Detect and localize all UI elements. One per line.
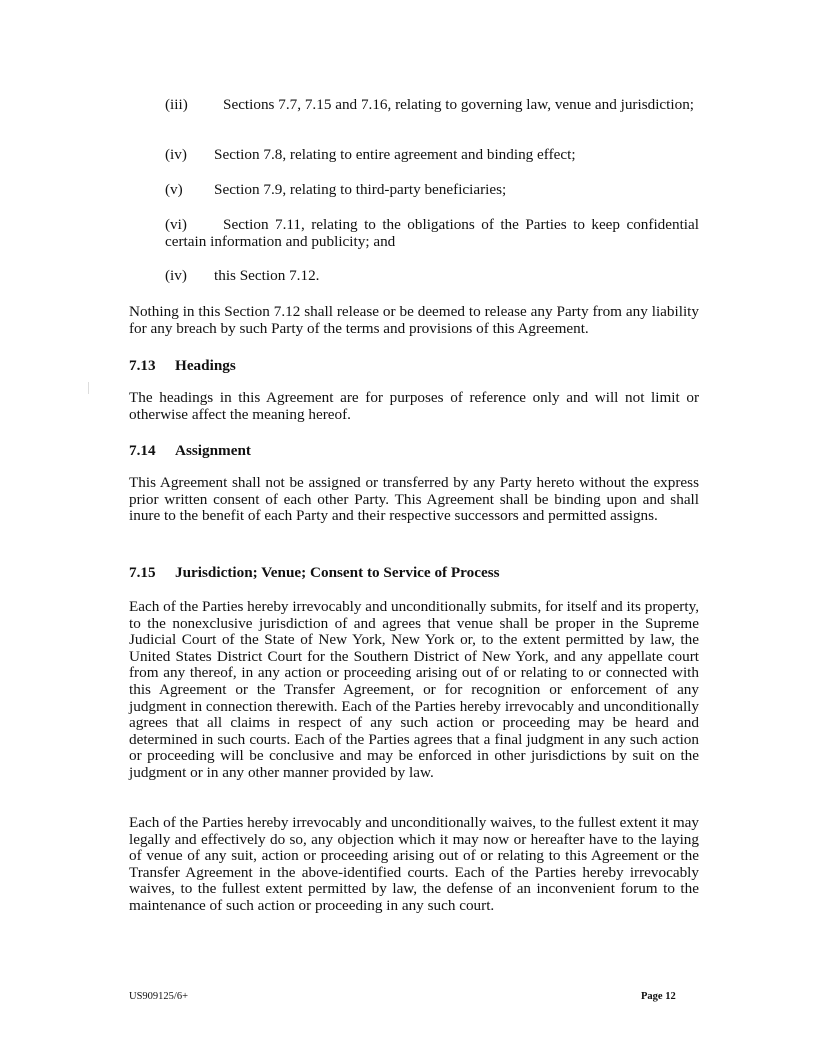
list-item-text: Sections 7.7, 7.15 and 7.16, relating to governing law, venue and jurisdiction;: [223, 96, 695, 113]
section-7-13-paragraph: The headings in this Agreement are for purposes of reference only and will not limit or otherwise affect the meaning hereof.: [129, 389, 699, 423]
section-7-15-paragraph-1: Each of the Parties hereby irrevocably and unconditionally submits, for itself and its property, to the nonexclusive jurisdiction of and agrees that venue shall be proper in the Supreme Judicial Court of the State of New York, New York or, to the extent permitted by law, the United States District Court for the Southern District of New York, and any appellate court from any thereof, in any action or proceeding arising out of or relating to or connected with this Agreement or the Transfer Agreement, or for recognition or enforcement of any judgment in connection therewith. Each of the Parties hereby irrevocably and unconditionally agrees that all claims in respect of any such action or proceeding may be heard and determined in such courts. Each of the Parties agrees that a final judgment in any such action or proceeding will be conclusive and may be enforced in other jurisdictions by suit on the judgment or in any other manner provided by law.: [129, 598, 699, 781]
list-item-number: (iv): [165, 267, 187, 284]
list-item-number: (iv): [165, 146, 187, 163]
section-title: Headings: [175, 357, 236, 374]
section-title: Assignment: [175, 442, 251, 459]
list-item-iii: [165, 97, 699, 114]
section-title: Jurisdiction; Venue; Consent to Service of Process: [175, 564, 500, 581]
list-item-number: (iii): [165, 96, 188, 113]
list-item-iv-second: [165, 268, 699, 285]
page-number: Page 12: [641, 991, 676, 1002]
section-heading-7-15: [129, 564, 500, 581]
list-item-iv: [165, 147, 699, 164]
list-item-vi: [165, 217, 699, 250]
section-7-15-paragraph-2: Each of the Parties hereby irrevocably and unconditionally waives, to the fullest extent it may legally and effectively do so, any objection which it may now or hereafter have to the laying of venue of any suit, action or proceeding arising out of or relating to this Agreement or the Transfer Agreement in the above-identified courts. Each of the Parties hereby irrevocably waives, to the fullest extent permitted by law, the defense of an inconvenient forum to the maintenance of such action or proceeding in any such court.: [129, 814, 699, 914]
section-heading-7-13: [129, 357, 236, 374]
section-number: 7.13: [129, 357, 156, 374]
list-item-text: this Section 7.12.: [214, 267, 320, 284]
list-item-v: [165, 182, 699, 199]
margin-mark: [88, 382, 89, 394]
section-number: 7.15: [129, 564, 156, 581]
survival-paragraph: Nothing in this Section 7.12 shall release or be deemed to release any Party from any liability for any breach by such Party of the terms and provisions of this Agreement.: [129, 303, 699, 337]
section-7-14-paragraph: This Agreement shall not be assigned or transferred by any Party hereto without the express prior written consent of each other Party. This Agreement shall be binding upon and shall inure to the benefit of each Party and their respective successors and permitted assigns.: [129, 474, 699, 525]
document-id: US909125/6+: [129, 991, 189, 1002]
list-item-number: (v): [165, 181, 183, 198]
list-item-number: (vi): [165, 216, 187, 233]
list-item-text: Section 7.9, relating to third-party beneficiaries;: [214, 181, 507, 198]
list-item-text: Section 7.8, relating to entire agreement and binding effect;: [214, 146, 576, 163]
list-item-text: Section 7.11, relating to the obligations of the Parties to keep confidential certain information and publicity; and: [165, 216, 699, 250]
section-number: 7.14: [129, 442, 156, 459]
section-heading-7-14: [129, 442, 251, 459]
